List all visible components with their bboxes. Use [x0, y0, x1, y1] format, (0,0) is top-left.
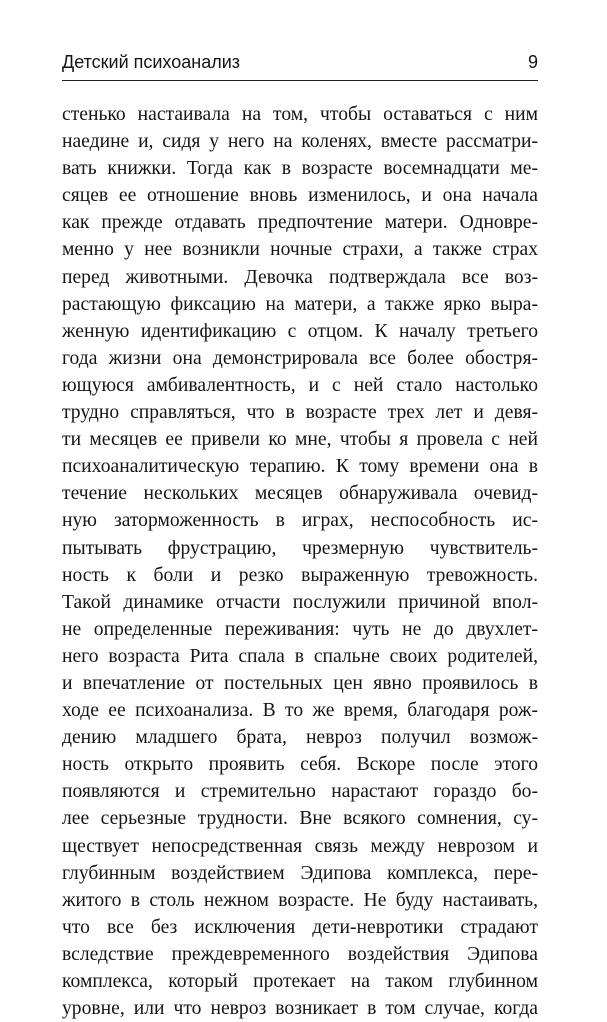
text-line: ность открыто проявить себя. Вскоре после этого [62, 754, 538, 776]
text-line: и впечатление от постельных цен явно проявилось в [62, 672, 538, 694]
text-line: наедине и, сидя у него на коленях, вместе рассматри- [62, 131, 538, 153]
text-line: Такой динамике отчасти послужили причиной впол- [62, 591, 538, 613]
text-line: уровне, или что невроз возникает в том случае, когда [62, 998, 538, 1020]
text-line: лее серьезные трудности. Вне всякого сомнения, су- [62, 808, 538, 830]
text-line: психоаналитическую терапию. К тому времени она в [62, 456, 538, 478]
header-rule [62, 80, 538, 81]
text-line: года жизни она демонстрировала все более обостря- [62, 347, 538, 369]
running-header [62, 52, 538, 82]
text-line: что все без исключения дети-невротики страдают [62, 916, 538, 938]
text-line: вследствие преждевременного воздействия Эдипова [62, 943, 538, 965]
text-line: ходе ее психоанализа. В то же время, благодаря рож- [62, 700, 538, 722]
text-line: ти месяцев ее привели ко мне, чтобы я провела с ней [62, 429, 538, 451]
text-line: пытывать фрустрацию, чрезмерную чувствитель- [62, 537, 538, 559]
body-text [62, 101, 538, 1022]
text-line: житого в столь нежном возрасте. Не буду настаивать, [62, 889, 538, 911]
text-line: глубинным воздействием Эдипова комплекса, пере- [62, 862, 538, 884]
text-line: сяцев ее отношение вновь изменилось, и она начала [62, 185, 538, 207]
text-line: стенько настаивала на том, чтобы оставаться с ним [62, 104, 538, 125]
text-line: дению младшего брата, невроз получил возмож- [62, 727, 538, 749]
text-line: него возраста Рита спала в спальне своих родителей, [62, 645, 538, 667]
text-line: ную заторможенность в играх, неспособность ис- [62, 510, 538, 532]
text-line: вать книжки. Тогда как в возрасте восемнадцати ме- [62, 158, 538, 180]
text-line: перед животными. Девочка подтверждала все воз- [62, 266, 538, 288]
page-number: 9 [527, 52, 538, 72]
text-line: как прежде отдавать предпочтение матери. Одновре- [62, 212, 538, 234]
text-line: женную идентификацию с отцом. К началу третьего [62, 320, 538, 342]
text-line: ность к боли и резко выраженную тревожность. [62, 564, 538, 586]
text-line: не определенные переживания: чуть не до двухлет- [62, 618, 538, 640]
running-header-title: Детский психоанализ [62, 52, 241, 72]
text-line: менно у нее возникли ночные страхи, а также страх [62, 239, 538, 261]
text-line: трудно справляться, что в возрасте трех лет и девя- [62, 402, 538, 424]
text-line: комплекса, который протекает на таком глубинном [62, 971, 538, 992]
text-line: ющуюся амбивалентность, и с ней стало настолько [62, 374, 538, 396]
text-line: растающую фиксацию на матери, а также ярко выра- [62, 293, 538, 315]
text-line: течение нескольких месяцев обнаруживала очевид- [62, 483, 538, 505]
text-line: появляются и стремительно нарастают гораздо бо- [62, 781, 538, 803]
text-line: ществует непосредственная связь между неврозом и [62, 835, 538, 857]
